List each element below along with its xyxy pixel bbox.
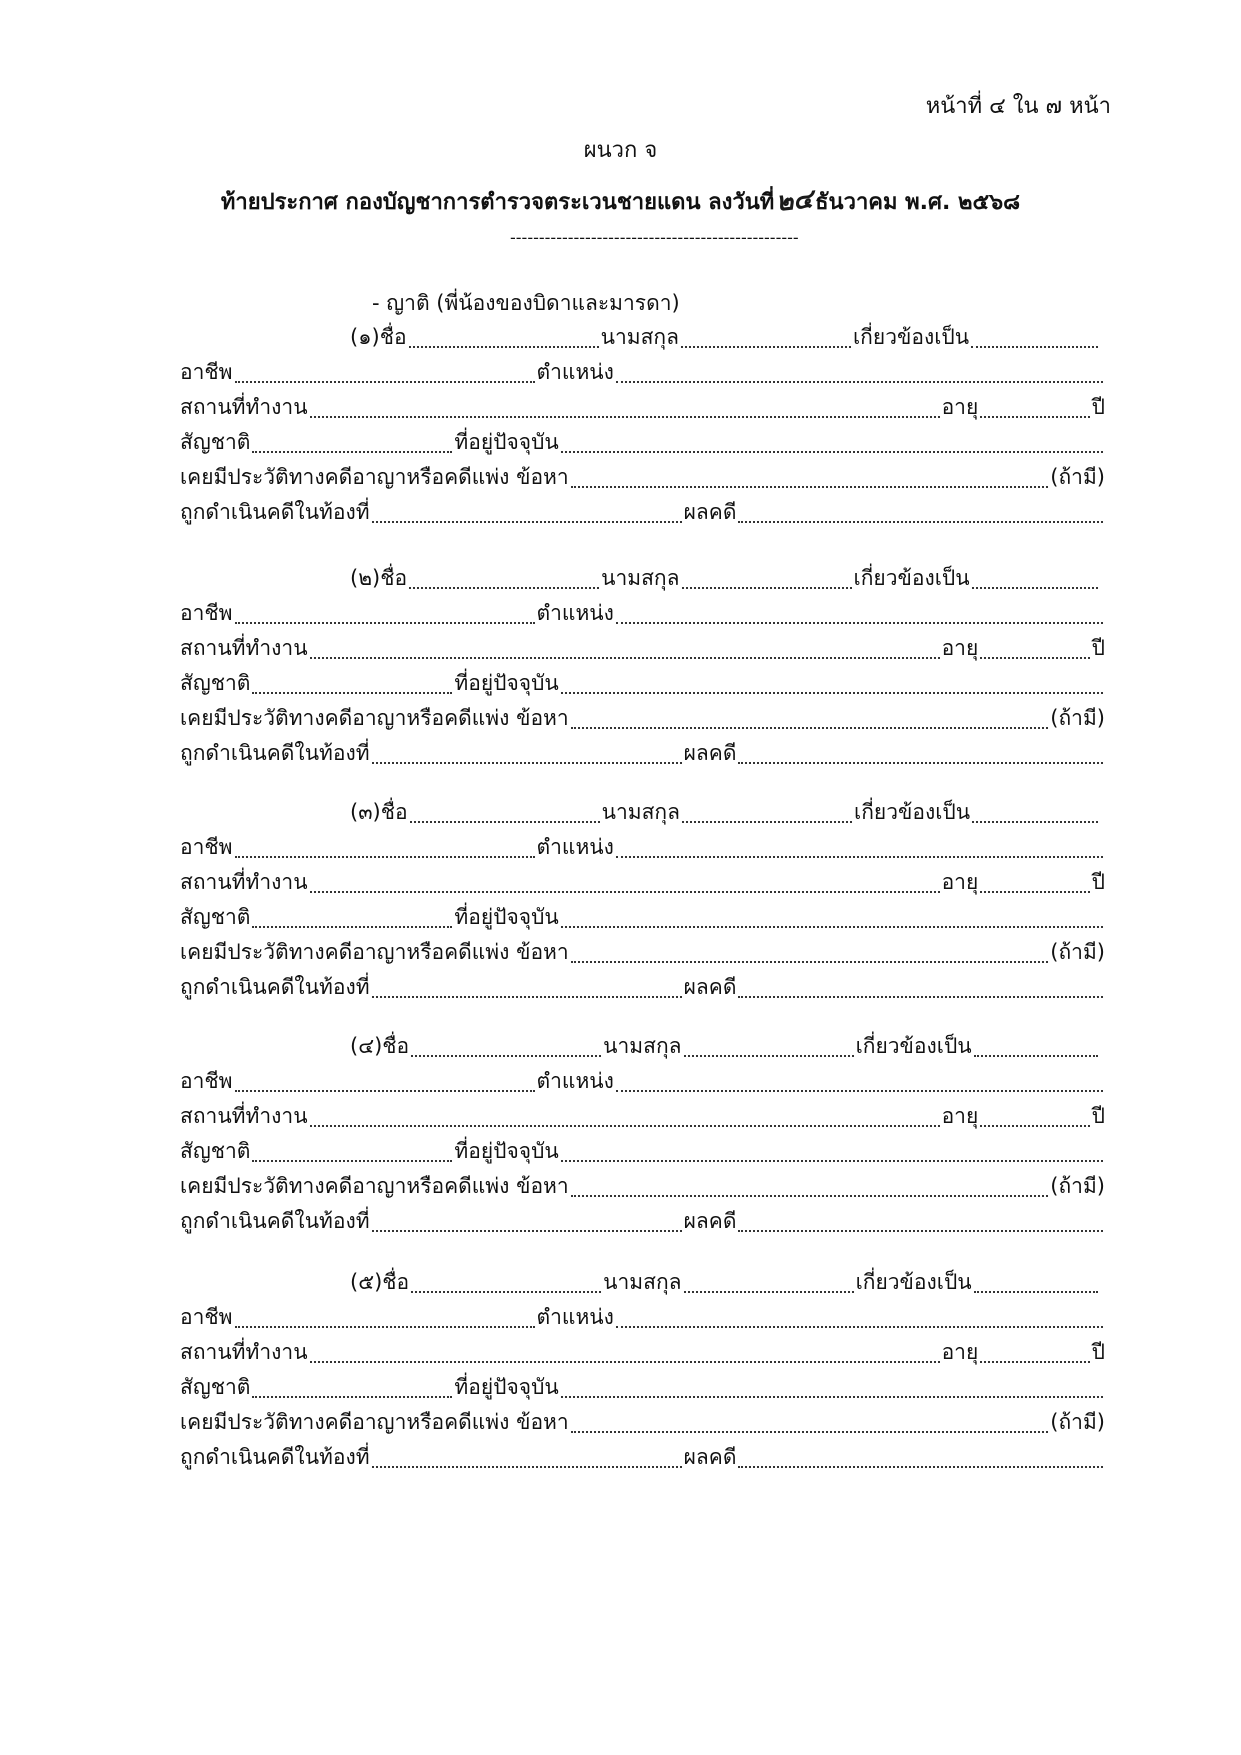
- announcement-subtitle: [0, 180, 1241, 221]
- field-label: (ถ้ามี): [1050, 940, 1105, 964]
- field-label: ตำแหน่ง: [536, 601, 614, 625]
- annex-title: ผนวก จ: [583, 138, 658, 163]
- workplace-field[interactable]: [310, 416, 940, 418]
- relative-number: (๓): [350, 800, 381, 824]
- nationality-field[interactable]: [252, 692, 452, 694]
- position-field[interactable]: [616, 856, 1103, 858]
- age-field[interactable]: [980, 416, 1089, 418]
- surname-field[interactable]: [684, 1055, 854, 1057]
- relative-entry: [180, 561, 1105, 771]
- nationality-row: [180, 666, 1105, 700]
- nationality-field[interactable]: [252, 451, 452, 453]
- field-label: นามสกุล: [600, 325, 679, 349]
- field-label: สัญชาติ: [180, 905, 251, 929]
- field-label: ผลคดี: [683, 975, 737, 999]
- field-label: อาชีพ: [180, 1305, 233, 1329]
- age-field[interactable]: [980, 1125, 1089, 1127]
- name-row: [350, 561, 1100, 595]
- field-label: สัญชาติ: [180, 1139, 251, 1163]
- occupation-field[interactable]: [235, 1090, 535, 1092]
- field-label: สัญชาติ: [180, 1375, 251, 1399]
- field-label: ตำแหน่ง: [536, 360, 614, 384]
- criminal-history-row: [180, 460, 1105, 494]
- field-label: อาชีพ: [180, 1069, 233, 1093]
- field-label: ผลคดี: [683, 1445, 737, 1469]
- occupation-row: [180, 1300, 1105, 1334]
- field-label: ถูกดำเนินคดีในท้องที่: [180, 1445, 370, 1469]
- name-field[interactable]: [411, 1291, 601, 1293]
- occupation-row: [180, 355, 1105, 389]
- relation-field[interactable]: [974, 1291, 1098, 1293]
- field-label: สถานที่ทำงาน: [180, 1340, 308, 1364]
- occupation-row: [180, 830, 1105, 864]
- field-label: ที่อยู่ปัจจุบัน: [454, 905, 559, 929]
- field-label: เกี่ยวข้องเป็น: [853, 566, 970, 590]
- field-label: ชื่อ: [382, 1270, 410, 1294]
- field-label: เกี่ยวข้องเป็น: [854, 800, 971, 824]
- nationality-row: [180, 1134, 1105, 1168]
- prosecution-row: [180, 495, 1105, 529]
- field-label: สถานที่ทำงาน: [180, 1104, 308, 1128]
- nationality-row: [180, 900, 1105, 934]
- field-label: (ถ้ามี): [1050, 706, 1105, 730]
- field-label: สถานที่ทำงาน: [180, 870, 308, 894]
- subtitle-text-before: ท้ายประกาศ กองบัญชาการตำรวจตระเวนชายแดน ลงวันที่: [220, 190, 775, 215]
- relation-field[interactable]: [972, 587, 1098, 589]
- criminal-history-row: [180, 1169, 1105, 1203]
- field-label: ชื่อ: [380, 566, 408, 590]
- field-label: เกี่ยวข้องเป็น: [853, 325, 970, 349]
- field-label: ถูกดำเนินคดีในท้องที่: [180, 1209, 370, 1233]
- verdict-field[interactable]: [738, 1466, 1103, 1468]
- field-label: ถูกดำเนินคดีในท้องที่: [180, 741, 370, 765]
- prosecution-row: [180, 1204, 1105, 1238]
- field-label: เคยมีประวัติทางคดีอาญาหรือคดีแพ่ง ข้อหา: [180, 1410, 569, 1434]
- charge-field[interactable]: [571, 1431, 1049, 1433]
- verdict-field[interactable]: [738, 1230, 1103, 1232]
- name-row: [350, 1029, 1100, 1063]
- field-label: ผลคดี: [683, 741, 737, 765]
- charge-field[interactable]: [571, 1195, 1049, 1197]
- nationality-row: [180, 1370, 1105, 1404]
- area-field[interactable]: [372, 996, 682, 998]
- field-label: ผลคดี: [683, 1209, 737, 1233]
- workplace-row: [180, 390, 1105, 424]
- relation-field[interactable]: [972, 821, 1098, 823]
- page-number: หน้าที่ ๔ ใน ๗ หน้า: [925, 94, 1111, 119]
- criminal-history-row: [180, 1405, 1105, 1439]
- workplace-row: [180, 1335, 1105, 1369]
- nationality-field[interactable]: [252, 1160, 452, 1162]
- area-field[interactable]: [372, 1230, 682, 1232]
- relation-field[interactable]: [974, 1055, 1098, 1057]
- verdict-field[interactable]: [738, 762, 1103, 764]
- area-field[interactable]: [372, 762, 682, 764]
- relative-entry: [180, 795, 1105, 1005]
- position-field[interactable]: [616, 1090, 1103, 1092]
- name-field[interactable]: [410, 821, 600, 823]
- field-label: สัญชาติ: [180, 671, 251, 695]
- occupation-row: [180, 596, 1105, 630]
- field-label: ถูกดำเนินคดีในท้องที่: [180, 975, 370, 999]
- field-label: (ถ้ามี): [1050, 1410, 1105, 1434]
- section-heading: - ญาติ (พี่น้องของบิดาและมารดา): [372, 291, 680, 315]
- charge-field[interactable]: [571, 486, 1049, 488]
- prosecution-row: [180, 970, 1105, 1004]
- workplace-field[interactable]: [310, 891, 940, 893]
- workplace-field[interactable]: [310, 657, 940, 659]
- field-label: สัญชาติ: [180, 430, 251, 454]
- age-field[interactable]: [980, 891, 1089, 893]
- field-label: ปี: [1091, 1340, 1105, 1364]
- field-label: นามสกุล: [603, 1270, 682, 1294]
- field-label: นามสกุล: [601, 800, 681, 824]
- field-label: ชื่อ: [380, 800, 408, 824]
- prosecution-row: [180, 1440, 1105, 1474]
- age-field[interactable]: [980, 1361, 1089, 1363]
- relation-field[interactable]: [971, 346, 1098, 348]
- name-row: [350, 1265, 1100, 1299]
- nationality-field[interactable]: [252, 926, 452, 928]
- nationality-field[interactable]: [252, 1396, 452, 1398]
- field-label: อาชีพ: [180, 835, 233, 859]
- address-field[interactable]: [561, 692, 1103, 694]
- field-label: อายุ: [941, 1340, 979, 1364]
- criminal-history-row: [180, 701, 1105, 735]
- workplace-row: [180, 1099, 1105, 1133]
- separator-line: --------------------------------------------------: [510, 228, 799, 247]
- field-label: เกี่ยวข้องเป็น: [855, 1270, 972, 1294]
- field-label: อายุ: [941, 395, 979, 419]
- field-label: เคยมีประวัติทางคดีอาญาหรือคดีแพ่ง ข้อหา: [180, 465, 569, 489]
- charge-field[interactable]: [571, 727, 1049, 729]
- workplace-field[interactable]: [310, 1361, 940, 1363]
- field-label: สถานที่ทำงาน: [180, 636, 308, 660]
- occupation-field[interactable]: [235, 381, 535, 383]
- field-label: อาชีพ: [180, 601, 233, 625]
- surname-field[interactable]: [682, 587, 852, 589]
- charge-field[interactable]: [571, 961, 1049, 963]
- area-field[interactable]: [372, 521, 682, 523]
- relative-entry: [180, 320, 1105, 530]
- relative-entry: [180, 1029, 1105, 1239]
- workplace-row: [180, 865, 1105, 899]
- field-label: เคยมีประวัติทางคดีอาญาหรือคดีแพ่ง ข้อหา: [180, 940, 569, 964]
- handwritten-day: ๒๔: [774, 184, 815, 218]
- field-label: อายุ: [941, 1104, 979, 1128]
- relative-number: (๒): [350, 566, 381, 590]
- position-field[interactable]: [616, 1326, 1103, 1328]
- area-field[interactable]: [372, 1466, 682, 1468]
- workplace-field[interactable]: [310, 1125, 940, 1127]
- surname-field[interactable]: [682, 821, 852, 823]
- surname-field[interactable]: [681, 346, 851, 348]
- field-label: เกี่ยวข้องเป็น: [855, 1034, 972, 1058]
- criminal-history-row: [180, 935, 1105, 969]
- age-field[interactable]: [980, 657, 1089, 659]
- address-field[interactable]: [561, 1160, 1103, 1162]
- name-field[interactable]: [409, 587, 599, 589]
- position-field[interactable]: [616, 622, 1103, 624]
- field-label: ที่อยู่ปัจจุบัน: [454, 1139, 559, 1163]
- field-label: ปี: [1091, 1104, 1105, 1128]
- field-label: สถานที่ทำงาน: [180, 395, 308, 419]
- field-label: ปี: [1091, 395, 1105, 419]
- field-label: นามสกุล: [601, 566, 680, 590]
- relative-number: (๕): [350, 1270, 383, 1294]
- verdict-field[interactable]: [738, 521, 1103, 523]
- field-label: ตำแหน่ง: [536, 835, 614, 859]
- field-label: ที่อยู่ปัจจุบัน: [454, 671, 559, 695]
- relative-number: (๑): [350, 325, 380, 349]
- prosecution-row: [180, 736, 1105, 770]
- surname-field[interactable]: [684, 1291, 854, 1293]
- field-label: (ถ้ามี): [1050, 1174, 1105, 1198]
- field-label: ปี: [1091, 636, 1105, 660]
- address-field[interactable]: [561, 926, 1103, 928]
- field-label: ปี: [1091, 870, 1105, 894]
- occupation-field[interactable]: [235, 622, 535, 624]
- name-field[interactable]: [411, 1055, 601, 1057]
- workplace-row: [180, 631, 1105, 665]
- field-label: อายุ: [941, 870, 979, 894]
- field-label: ที่อยู่ปัจจุบัน: [454, 430, 559, 454]
- address-field[interactable]: [561, 451, 1103, 453]
- occupation-field[interactable]: [235, 856, 535, 858]
- occupation-row: [180, 1064, 1105, 1098]
- relative-entry: [180, 1265, 1105, 1475]
- field-label: ตำแหน่ง: [536, 1069, 614, 1093]
- nationality-row: [180, 425, 1105, 459]
- position-field[interactable]: [616, 381, 1103, 383]
- field-label: นามสกุล: [603, 1034, 682, 1058]
- field-label: เคยมีประวัติทางคดีอาญาหรือคดีแพ่ง ข้อหา: [180, 1174, 569, 1198]
- relative-number: (๔): [350, 1034, 383, 1058]
- name-row: [350, 320, 1100, 354]
- field-label: ที่อยู่ปัจจุบัน: [454, 1375, 559, 1399]
- field-label: เคยมีประวัติทางคดีอาญาหรือคดีแพ่ง ข้อหา: [180, 706, 569, 730]
- field-label: ถูกดำเนินคดีในท้องที่: [180, 500, 370, 524]
- subtitle-text-after: ธันวาคม พ.ศ. ๒๕๖๘: [815, 190, 1021, 215]
- field-label: อาชีพ: [180, 360, 233, 384]
- occupation-field[interactable]: [235, 1326, 535, 1328]
- field-label: ชื่อ: [382, 1034, 410, 1058]
- field-label: (ถ้ามี): [1050, 465, 1105, 489]
- field-label: ผลคดี: [683, 500, 737, 524]
- field-label: ชื่อ: [379, 325, 407, 349]
- verdict-field[interactable]: [738, 996, 1103, 998]
- field-label: อายุ: [941, 636, 979, 660]
- field-label: ตำแหน่ง: [536, 1305, 614, 1329]
- address-field[interactable]: [561, 1396, 1103, 1398]
- name-field[interactable]: [409, 346, 599, 348]
- name-row: [350, 795, 1100, 829]
